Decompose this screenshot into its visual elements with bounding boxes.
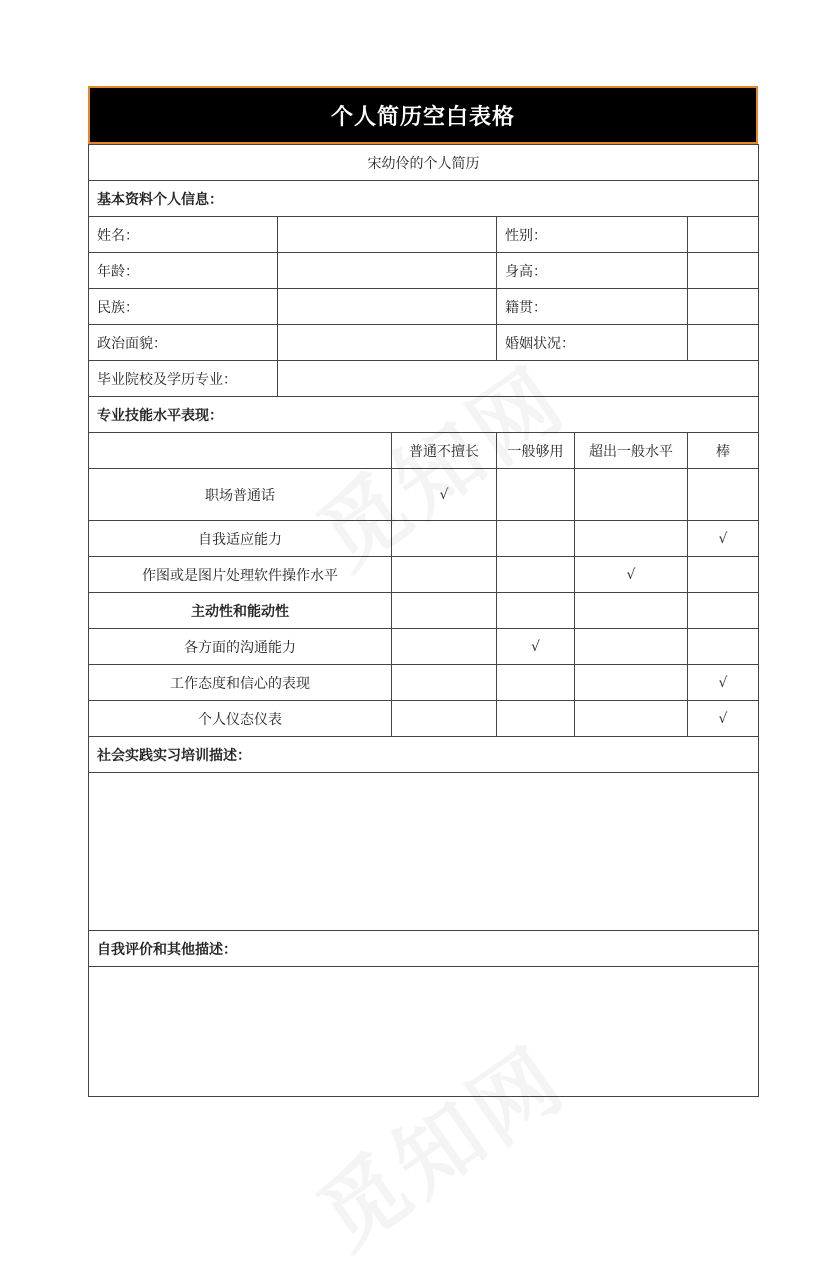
skill-level-cell[interactable] (497, 665, 575, 701)
skill-row (89, 593, 759, 629)
skill-check-mark[interactable]: √ (575, 557, 688, 593)
skill-level-cell[interactable] (392, 665, 497, 701)
height-label: 身高： (497, 253, 688, 289)
resume-subtitle: 宋幼伶的个人简历 (89, 145, 759, 181)
subtitle-row (89, 145, 759, 181)
skill-level-cell[interactable] (497, 701, 575, 737)
skill-row (89, 557, 759, 593)
name-value[interactable] (278, 217, 497, 253)
title-bar (88, 86, 758, 144)
skill-name: 职场普通话 (89, 469, 392, 521)
skills-header-row (89, 433, 759, 469)
row-age-height (89, 253, 759, 289)
skills-body (89, 469, 759, 737)
skill-level-cell[interactable] (688, 629, 759, 665)
row-name-gender (89, 217, 759, 253)
age-value[interactable] (278, 253, 497, 289)
skill-row (89, 469, 759, 521)
school-major-value[interactable] (278, 361, 759, 397)
row-ethnicity-native (89, 289, 759, 325)
name-label: 姓名： (89, 217, 278, 253)
skill-check-mark[interactable]: √ (688, 521, 759, 557)
height-value[interactable] (688, 253, 759, 289)
skill-row (89, 701, 759, 737)
skill-check-mark[interactable]: √ (497, 629, 575, 665)
resume-sheet (88, 86, 758, 1097)
skill-row (89, 521, 759, 557)
skill-level-cell[interactable] (688, 557, 759, 593)
section-practice (89, 737, 759, 773)
skill-level-cell[interactable] (497, 469, 575, 521)
skill-name: 个人仪态仪表 (89, 701, 392, 737)
page-title: 个人简历空白表格 (330, 104, 515, 130)
skill-level-cell[interactable] (575, 593, 688, 629)
native-place-value[interactable] (688, 289, 759, 325)
skill-name: 主动性和能动性 (89, 593, 392, 629)
practice-content-row (89, 773, 759, 931)
political-value[interactable] (278, 325, 497, 361)
skill-check-mark[interactable]: √ (688, 665, 759, 701)
gender-value[interactable] (688, 217, 759, 253)
skill-level-cell[interactable] (575, 629, 688, 665)
skill-level-cell[interactable] (392, 701, 497, 737)
self-content-row (89, 967, 759, 1097)
skill-row (89, 665, 759, 701)
section-self (89, 931, 759, 967)
skill-level-cell[interactable] (392, 593, 497, 629)
section-basic-label: 基本资料个人信息： (89, 181, 759, 217)
ethnicity-label: 民族： (89, 289, 278, 325)
skill-level-cell[interactable] (575, 665, 688, 701)
skill-level-cell[interactable] (392, 521, 497, 557)
marital-label: 婚姻状况： (497, 325, 688, 361)
section-practice-label: 社会实践实习培训描述： (89, 737, 759, 773)
skill-check-mark[interactable]: √ (392, 469, 497, 521)
native-place-label: 籍贯： (497, 289, 688, 325)
political-label: 政治面貌： (89, 325, 278, 361)
skill-level-cell[interactable] (575, 701, 688, 737)
self-textarea[interactable] (89, 967, 759, 1097)
skill-level-cell[interactable] (575, 469, 688, 521)
skills-header-blank (89, 433, 392, 469)
skill-level-cell[interactable] (575, 521, 688, 557)
row-school-major (89, 361, 759, 397)
skill-level-cell[interactable] (497, 521, 575, 557)
level-header: 超出一般水平 (575, 433, 688, 469)
skill-level-cell[interactable] (497, 593, 575, 629)
skill-level-cell[interactable] (497, 557, 575, 593)
section-basic (89, 181, 759, 217)
skill-row (89, 629, 759, 665)
section-skills-label: 专业技能水平表现： (89, 397, 759, 433)
skill-level-cell[interactable] (392, 557, 497, 593)
level-header: 一般够用 (497, 433, 575, 469)
gender-label: 性别： (497, 217, 688, 253)
ethnicity-value[interactable] (278, 289, 497, 325)
marital-value[interactable] (688, 325, 759, 361)
skill-level-cell[interactable] (688, 593, 759, 629)
section-skills (89, 397, 759, 433)
practice-textarea[interactable] (89, 773, 759, 931)
age-label: 年龄： (89, 253, 278, 289)
skill-level-cell[interactable] (392, 629, 497, 665)
skill-name: 自我适应能力 (89, 521, 392, 557)
level-header: 棒 (688, 433, 759, 469)
school-major-label: 毕业院校及学历专业： (89, 361, 278, 397)
skill-level-cell[interactable] (688, 469, 759, 521)
skill-check-mark[interactable]: √ (688, 701, 759, 737)
skill-name: 各方面的沟通能力 (89, 629, 392, 665)
section-self-label: 自我评价和其他描述： (89, 931, 759, 967)
resume-table (88, 144, 759, 1097)
skill-name: 工作态度和信心的表现 (89, 665, 392, 701)
row-political-marital (89, 325, 759, 361)
skill-name: 作图或是图片处理软件操作水平 (89, 557, 392, 593)
level-header: 普通不擅长 (392, 433, 497, 469)
